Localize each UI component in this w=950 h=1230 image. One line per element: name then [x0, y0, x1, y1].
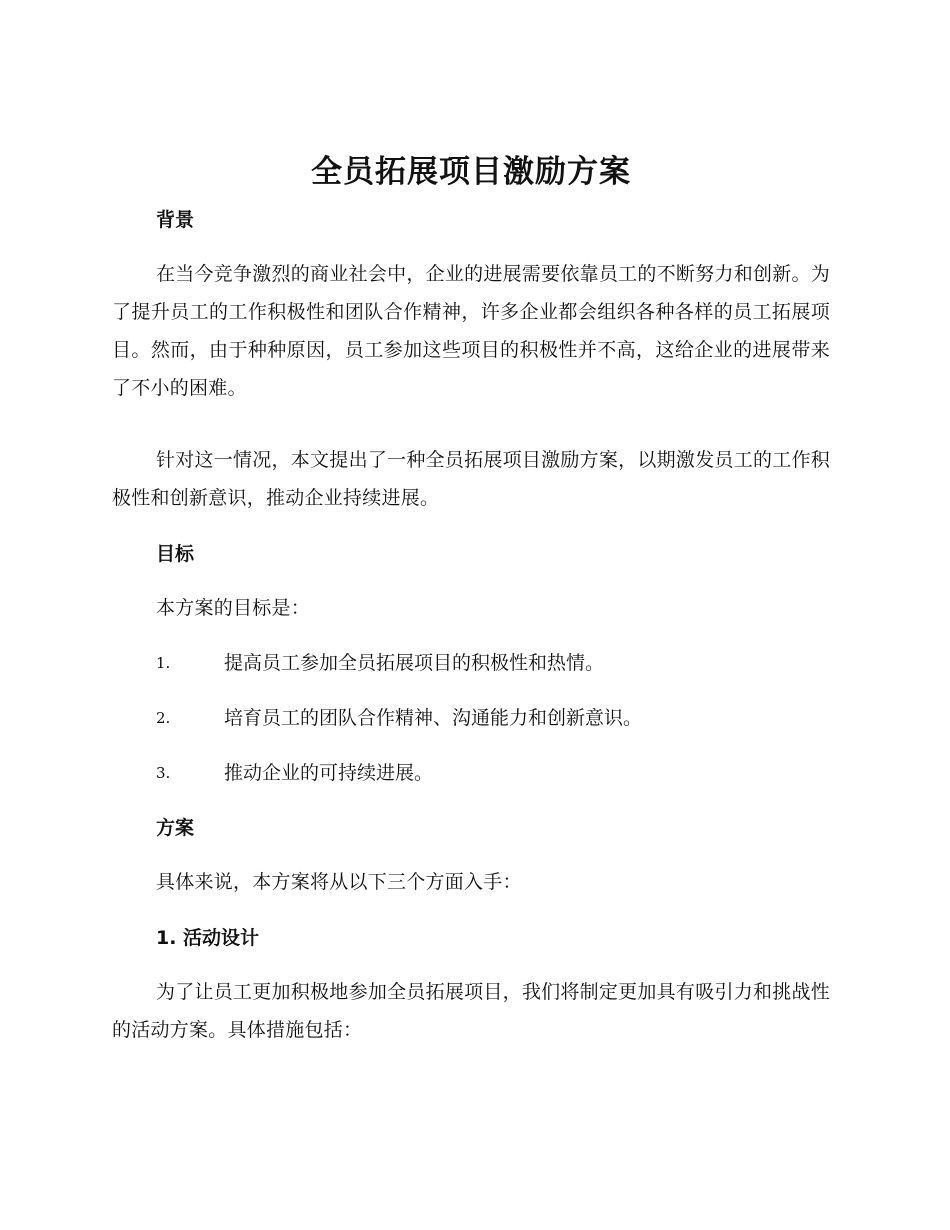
background-paragraph-1: 在当今竞争激烈的商业社会中，企业的进展需要依靠员工的不断努力和创新。为了提升员工的工作积极性和团队合作精神，许多企业都会组织各种各样的员工拓展项目。然而，由于种种原因，员工参加这些项目的积极性并不高，这给企业的进展带来了不小的困难。: [112, 263, 830, 399]
plan-intro: 具体来说，本方案将从以下三个方面入手：: [156, 871, 522, 893]
list-item-text: 提高员工参加全员拓展项目的积极性和热情。: [224, 652, 605, 674]
subsection-heading-activity-design: 1. 活动设计: [156, 927, 260, 949]
list-number: 1.: [156, 654, 171, 672]
list-item-text: 推动企业的可持续进展。: [224, 762, 434, 784]
goal-list-item: [156, 649, 830, 677]
document-title: 全员拓展项目激励方案: [311, 154, 631, 190]
document-page: [112, 0, 830, 1230]
section-heading-plan: 方案: [156, 817, 195, 839]
goal-list-item: [156, 704, 830, 732]
list-number: 2.: [156, 709, 171, 727]
section-heading-goals: 目标: [156, 543, 195, 565]
activity-design-paragraph: 为了让员工更加积极地参加全员拓展项目，我们将制定更加具有吸引力和挑战性的活动方案。具体措施包括：: [112, 981, 830, 1041]
list-number: 3.: [156, 764, 171, 782]
background-paragraph-2: 针对这一情况，本文提出了一种全员拓展项目激励方案，以期激发员工的工作积极性和创新意识，推动企业持续进展。: [112, 449, 830, 509]
goals-intro: 本方案的目标是：: [156, 597, 311, 619]
goal-list-item: [156, 759, 830, 787]
list-item-text: 培育员工的团队合作精神、沟通能力和创新意识。: [224, 707, 643, 729]
section-heading-background: 背景: [156, 209, 195, 231]
